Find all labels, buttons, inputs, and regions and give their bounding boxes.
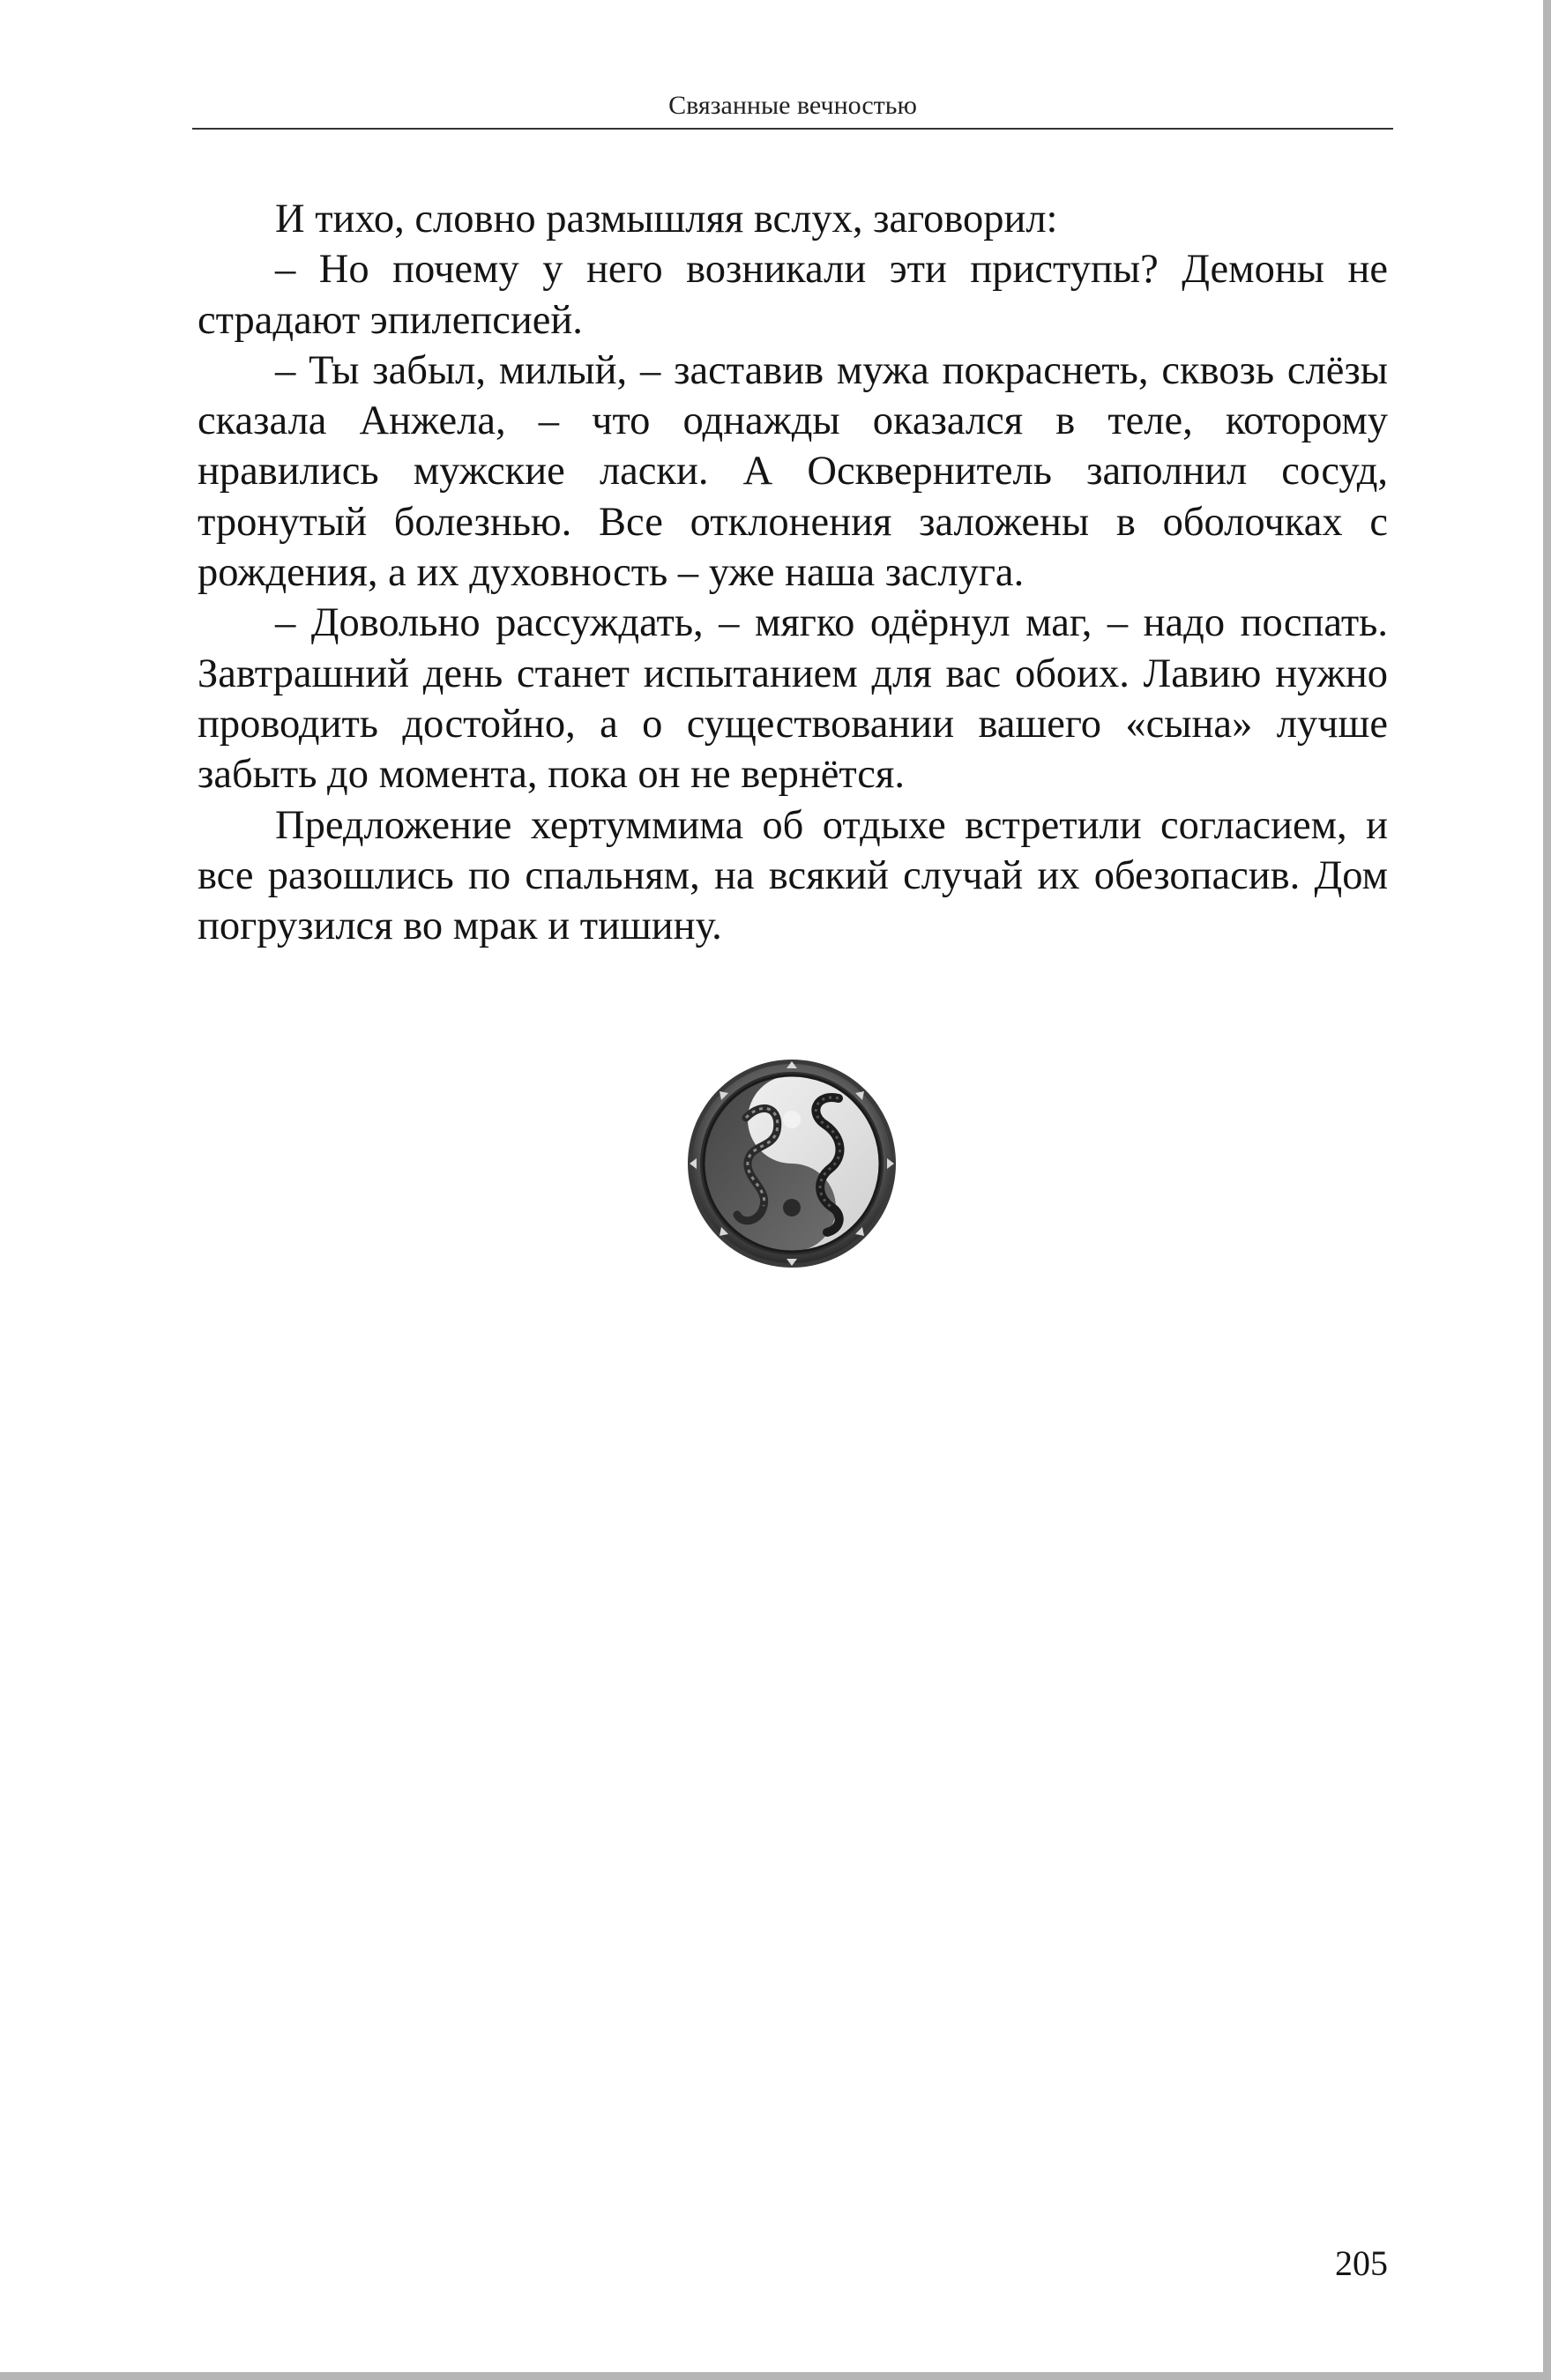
running-header: Связанные вечностью	[668, 91, 917, 120]
header-rule	[192, 128, 1393, 130]
page-edge-right	[1543, 0, 1551, 2380]
page-edge-bottom	[0, 2372, 1551, 2380]
yin-yang-dragons-icon	[684, 1056, 899, 1271]
paragraph-5: Предложение хертуммима об отдыхе встретили согласием, и все разошлись по спальням, на всякий случай их обезопасив. Дом погрузился во мрак и тишину.	[198, 802, 1388, 949]
paragraph-4: – Довольно рассуждать, – мягко одёрнул маг, – надо поспать. Завтрашний день станет испытанием для вас обоих. Лавию нужно проводить достойно, а о существовании вашего «сына» лучше забыть до момента, пока он не вернётся.	[198, 600, 1388, 798]
paragraph-2: – Но почему у него возникали эти приступы? Демоны не страдают эпилепсией.	[198, 247, 1388, 343]
body-text	[198, 194, 1388, 951]
page-number: 205	[1335, 2243, 1388, 2283]
paragraph-3: – Ты забыл, милый, – заставив мужа покраснеть, сквозь слёзы сказала Анжела, – что однажды оказался в теле, которому нравились мужские ласки. А Осквернитель заполнил сосуд, тронутый болезнью. Все отклонения заложены в оболочках с рождения, а их духовность – уже наша заслуга.	[198, 347, 1388, 596]
paragraph-1: И тихо, словно размышляя вслух, заговорил:	[275, 197, 1058, 242]
